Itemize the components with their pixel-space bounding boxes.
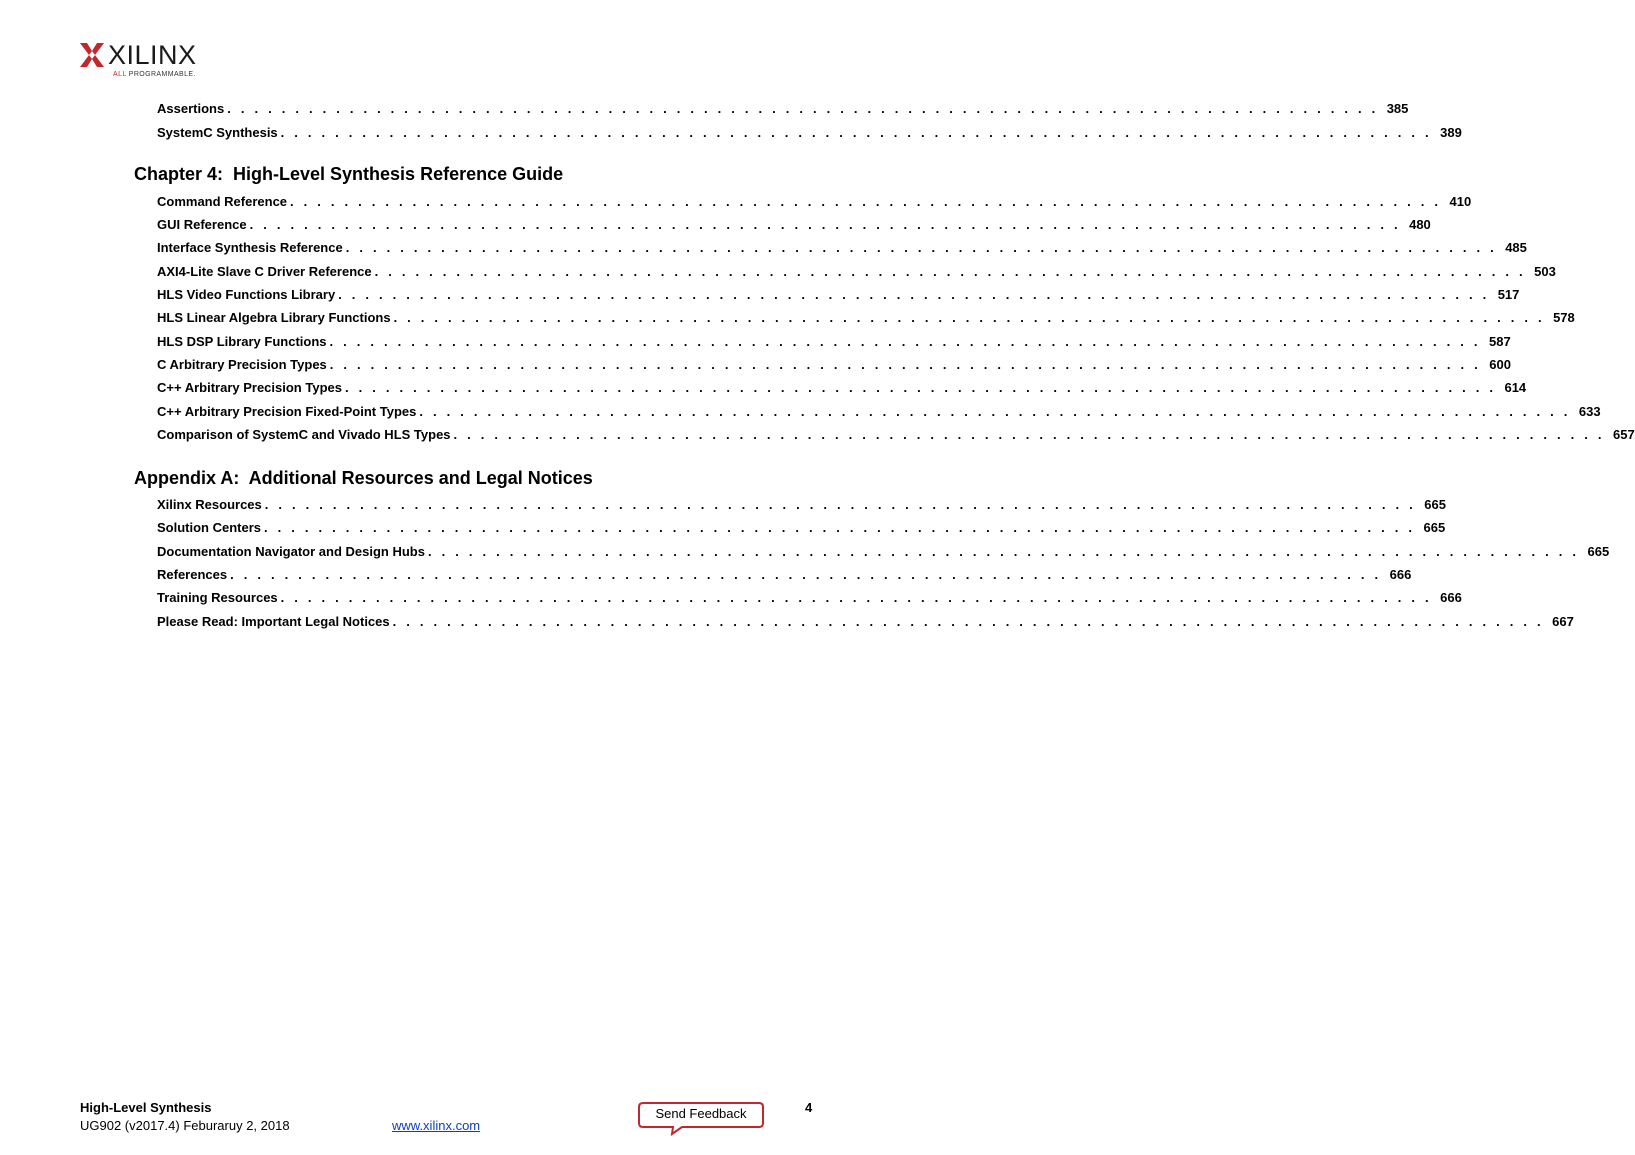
toc-entry-training-resources[interactable] [157,590,1462,608]
toc-entry-title: GUI Reference [157,217,247,232]
toc-entry-title: Interface Synthesis Reference [157,240,343,255]
toc-entry-cpp-fixed-point[interactable] [157,404,1601,422]
dot-leader: . . . . . . . . . . . . . . . . . . . . . . . . . . . . . . . . . . . . . . . . . . . . . . . . . . . . . . . . . . . . . . . . . . . . . . . . . . . . . . . . . . . . . [230,567,1382,582]
footer-doc-id: UG902 (v2017.4) Feburaruy 2, 2018 [80,1118,290,1133]
dot-leader: . . . . . . . . . . . . . . . . . . . . . . . . . . . . . . . . . . . . . . . . . . . . . . . . . . . . . . . . . . . . . . . . . . . . . . . . . . . . . . . . . . . . . [345,240,1497,255]
toc-entry-hls-linear-algebra[interactable] [157,310,1575,328]
page-number: 4 [805,1100,813,1115]
toc-entry-page: 389 [1440,125,1462,140]
dot-leader: . . . . . . . . . . . . . . . . . . . . . . . . . . . . . . . . . . . . . . . . . . . . . . . . . . . . . . . . . . . . . . . . . . . . . . . . . . . . . . . . . . . . . [393,310,1545,325]
dot-leader: . . . . . . . . . . . . . . . . . . . . . . . . . . . . . . . . . . . . . . . . . . . . . . . . . . . . . . . . . . . . . . . . . . . . . . . . . . . . . . . . . . . . . [280,590,1432,605]
toc-entry-title: C++ Arbitrary Precision Fixed-Point Types [157,404,417,419]
dot-leader: . . . . . . . . . . . . . . . . . . . . . . . . . . . . . . . . . . . . . . . . . . . . . . . . . . . . . . . . . . . . . . . . . . . . . . . . . . . . . . . . . . . . . [374,264,1526,279]
toc-entry-page: 517 [1497,287,1520,302]
dot-leader: . . . . . . . . . . . . . . . . . . . . . . . . . . . . . . . . . . . . . . . . . . . . . . . . . . . . . . . . . . . . . . . . . . . . . . . . . . . . . . . . . . . . . [344,380,1497,395]
toc-entry-title: Xilinx Resources [157,497,262,512]
toc-entry-title: AXI4-Lite Slave C Driver Reference [157,264,372,279]
toc-entry-page: 666 [1389,567,1412,582]
brand-name: XILINX [108,40,197,70]
toc-entry-title: Training Resources [157,590,278,605]
toc-entry-title: Solution Centers [157,520,262,535]
toc-entry-page: 480 [1409,217,1431,232]
dot-leader: . . . . . . . . . . . . . . . . . . . . . . . . . . . . . . . . . . . . . . . . . . . . . . . . . . . . . . . . . . . . . . . . . . . . . . . . . . . . . . . . . . . . . [329,334,1481,349]
toc-entry-assertions[interactable] [157,101,1409,119]
toc-entry-legal-notices[interactable] [157,614,1574,632]
dot-leader: . . . . . . . . . . . . . . . . . . . . . . . . . . . . . . . . . . . . . . . . . . . . . . . . . . . . . . . . . . . . . . . . . . . . . . . . . . . . . . . . . . . . . [419,404,1571,419]
xilinx-x-icon [80,43,104,67]
toc-entry-gui-reference[interactable] [157,217,1431,235]
toc-entry-page: 665 [1424,497,1446,512]
xilinx-website-link[interactable]: www.xilinx.com [392,1118,481,1133]
toc-entry-title: Please Read: Important Legal Notices [157,614,390,629]
appendix-a-heading[interactable]: Appendix A: Additional Resources and Legal Notices [134,468,593,488]
dot-leader: . . . . . . . . . . . . . . . . . . . . . . . . . . . . . . . . . . . . . . . . . . . . . . . . . . . . . . . . . . . . . . . . . . . . . . . . . . . . . . . . . . . . . [329,357,1481,372]
toc-entry-page: 385 [1386,101,1409,116]
toc-entry-title: References [157,567,228,582]
toc-entry-solution-centers[interactable] [157,520,1446,538]
send-feedback-label: Send Feedback [655,1106,747,1121]
dot-leader: . . . . . . . . . . . . . . . . . . . . . . . . . . . . . . . . . . . . . . . . . . . . . . . . . . . . . . . . . . . . . . . . . . . . . . . . . . . . . . . . . . . . . [264,497,1416,512]
toc-entry-xilinx-resources[interactable] [157,497,1446,515]
toc-entry-page: 485 [1505,240,1527,255]
dot-leader: . . . . . . . . . . . . . . . . . . . . . . . . . . . . . . . . . . . . . . . . . . . . . . . . . . . . . . . . . . . . . . . . . . . . . . . . . . . . . . . . . . . . . [227,101,1379,116]
toc-entry-hls-dsp-library[interactable] [157,334,1511,352]
toc-entry-page: 614 [1504,380,1527,395]
dot-leader: . . . . . . . . . . . . . . . . . . . . . . . . . . . . . . . . . . . . . . . . . . . . . . . . . . . . . . . . . . . . . . . . . . . . . . . . . . . . . . . . . . . . . [338,287,1490,302]
toc-entry-title: HLS DSP Library Functions [157,334,327,349]
brand-tagline [113,71,196,78]
dot-leader: . . . . . . . . . . . . . . . . . . . . . . . . . . . . . . . . . . . . . . . . . . . . . . . . . . . . . . . . . . . . . . . . . . . . . . . . . . . . . . . . . . . . . [453,427,1605,442]
toc-entry-documentation-navigator[interactable] [157,544,1610,562]
toc-entry-page: 665 [1423,520,1446,535]
toc-entry-page: 666 [1440,590,1462,605]
toc-entry-title: SystemC Synthesis [157,125,278,140]
toc-entry-page: 657 [1613,427,1635,442]
toc-entry-command-reference[interactable] [157,194,1472,212]
dot-leader: . . . . . . . . . . . . . . . . . . . . . . . . . . . . . . . . . . . . . . . . . . . . . . . . . . . . . . . . . . . . . . . . . . . . . . . . . . . . . . . . . . . . . [290,194,1442,209]
toc-entry-page: 587 [1489,334,1511,349]
toc-entry-page: 667 [1552,614,1574,629]
xilinx-logo [80,41,220,85]
toc-entry-title: Command Reference [157,194,288,209]
dot-leader: . . . . . . . . . . . . . . . . . . . . . . . . . . . . . . . . . . . . . . . . . . . . . . . . . . . . . . . . . . . . . . . . . . . . . . . . . . . . . . . . . . . . . [392,614,1544,629]
toc-entry-page: 578 [1553,310,1575,325]
toc-entry-page: 600 [1489,357,1511,372]
chapter-4-heading[interactable]: Chapter 4: High-Level Synthesis Reference Guide [134,164,564,184]
toc-entry-hls-video-functions[interactable] [157,287,1520,305]
toc-entry-references[interactable] [157,567,1412,585]
toc-entry-cpp-arbitrary-precision[interactable] [157,380,1527,398]
send-feedback-button[interactable] [638,1102,766,1136]
toc-entry-title: C++ Arbitrary Precision Types [157,380,342,395]
toc-entry-page: 665 [1587,544,1610,559]
toc-entry-page: 633 [1578,404,1601,419]
dot-leader: . . . . . . . . . . . . . . . . . . . . . . . . . . . . . . . . . . . . . . . . . . . . . . . . . . . . . . . . . . . . . . . . . . . . . . . . . . . . . . . . . . . . . [280,125,1432,140]
toc-entry-title: Documentation Navigator and Design Hubs [157,544,425,559]
toc-entry-interface-synthesis-reference[interactable] [157,240,1527,258]
toc-entry-title: Assertions [157,101,225,116]
tagline-rest: PROGRAMMABLE. [128,71,196,78]
toc-entry-c-arbitrary-precision[interactable] [157,357,1511,375]
toc-entry-axi4-lite-driver-reference[interactable] [157,264,1556,282]
toc-entry-page: 503 [1534,264,1556,279]
toc-entry-title: C Arbitrary Precision Types [157,357,327,372]
footer-doc-title: High-Level Synthesis [80,1100,212,1115]
tagline-all: ALL [113,71,127,78]
toc-entry-systemc-synthesis[interactable] [157,125,1462,143]
toc-entry-title: HLS Video Functions Library [157,287,336,302]
toc-entry-page: 410 [1449,194,1472,209]
toc-entry-title: Comparison of SystemC and Vivado HLS Types [157,427,451,442]
toc-entry-title: HLS Linear Algebra Library Functions [157,310,391,325]
toc-entry-systemc-vs-vivado-types[interactable] [157,427,1635,445]
dot-leader: . . . . . . . . . . . . . . . . . . . . . . . . . . . . . . . . . . . . . . . . . . . . . . . . . . . . . . . . . . . . . . . . . . . . . . . . . . . . . . . . . . . . . [427,544,1580,559]
dot-leader: . . . . . . . . . . . . . . . . . . . . . . . . . . . . . . . . . . . . . . . . . . . . . . . . . . . . . . . . . . . . . . . . . . . . . . . . . . . . . . . . . . . . . [249,217,1401,232]
dot-leader: . . . . . . . . . . . . . . . . . . . . . . . . . . . . . . . . . . . . . . . . . . . . . . . . . . . . . . . . . . . . . . . . . . . . . . . . . . . . . . . . . . . . . [264,520,1416,535]
